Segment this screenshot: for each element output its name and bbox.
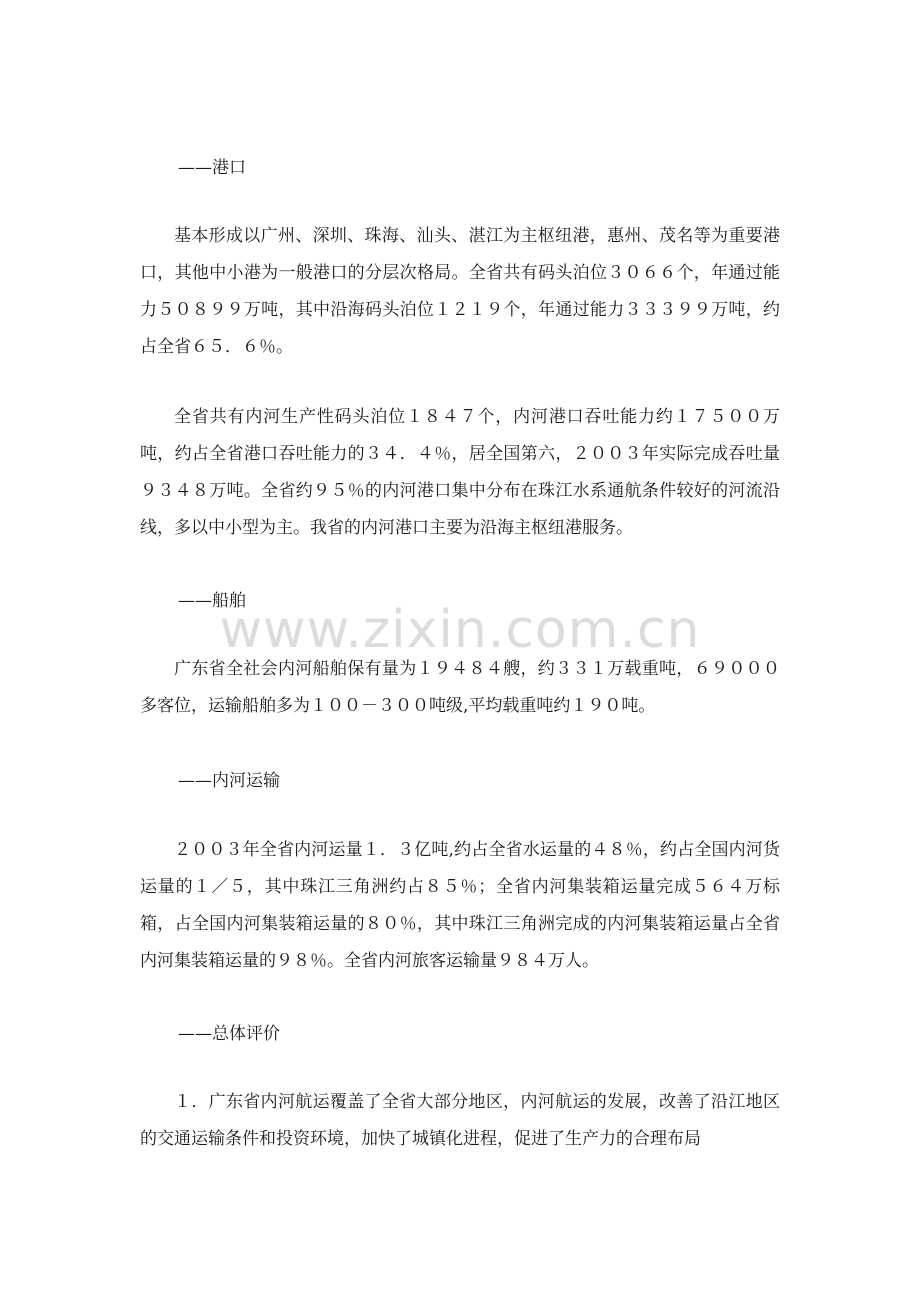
paragraph-port-layout: 基本形成以广州、深圳、珠海、汕头、湛江为主枢纽港，惠州、茂名等为重要港口，其他中小港为一般港口的分层次格局。全省共有码头泊位３０６６个，年通过能力５０８９９万吨，其中沿海码头泊位１２１９个，年通过能力３３３９９万吨，约占全省６５．６％。 [140, 226, 780, 357]
paragraph-inland-transport: ２００３年全省内河运量１．３亿吨,约占全省水运量的４８％，约占全国内河货运量的１／５，其中珠江三角洲约占８５％；全省内河集装箱运量完成５６４万标箱，占全国内河集装箱运量的８０％，其中珠江三角洲完成的内河集装箱运量占全省内河集装箱运量的９８％。全省内河旅客运输量９８４万人。 [140, 840, 780, 971]
paragraph-inland-ports: 全省共有内河生产性码头泊位１８４７个，内河港口吞吐能力约１７５００万吨，约占全省港口吞吐能力的３４．４％，居全国第六，２００３年实际完成吞吐量９３４８万吨。全省约９５％的内河港口集中分布在珠江水系通航条件较好的河流沿线，多以中小型为主。我省的内河港口主要为沿海主枢纽港服务。 [140, 407, 780, 538]
section-heading-overall-evaluation: ——总体评价 [178, 1024, 280, 1044]
paragraph-overall-evaluation: １．广东省内河航运覆盖了全省大部分地区，内河航运的发展，改善了沿江地区的交通运输条件和投资环境，加快了城镇化进程，促进了生产力的合理布局 [140, 1092, 780, 1149]
watermark: www.zixin.com.cn [219, 600, 701, 660]
section-heading-ships: ——船舶 [178, 591, 246, 611]
paragraph-ships: 广东省全社会内河船舶保有量为１９４８４艘，约３３１万载重吨，６９０００多客位，运输船舶多为１００－３００吨级,平均载重吨约１９０吨。 [140, 659, 780, 716]
section-heading-inland-transport: ——内河运输 [178, 771, 280, 791]
section-heading-port: ——港口 [178, 158, 246, 178]
